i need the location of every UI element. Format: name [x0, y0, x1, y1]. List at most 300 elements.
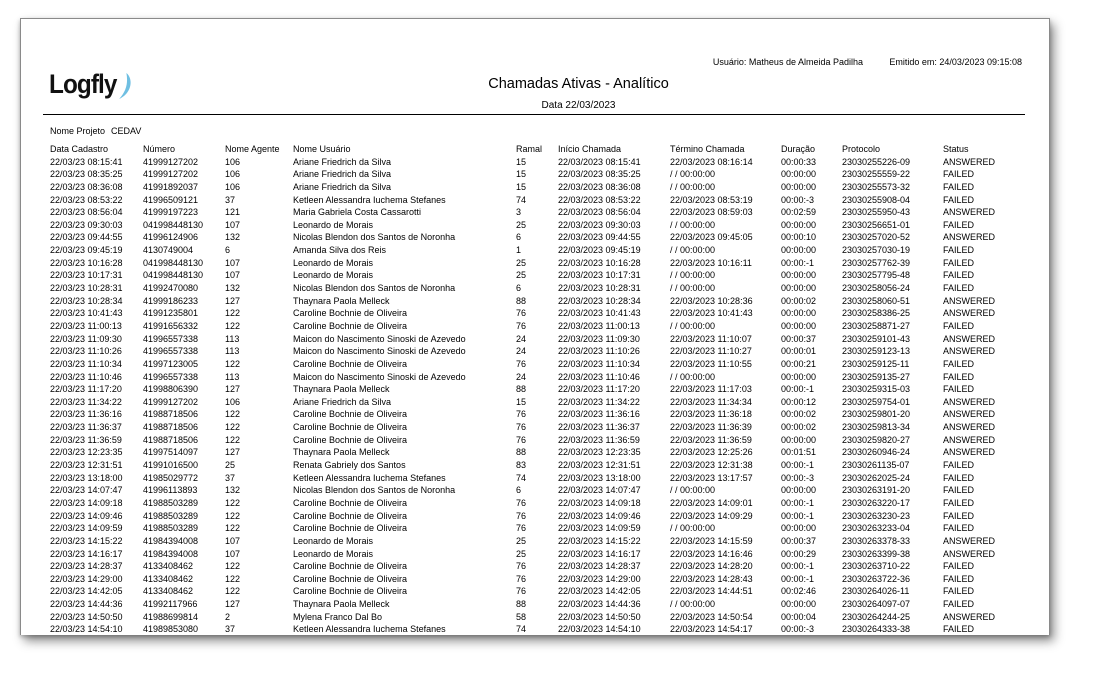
cell-status: ANSWERED	[943, 422, 996, 433]
cell-protocolo: 23030259125-11	[842, 358, 910, 369]
cell-termino-chamada: / / 00:00:00	[670, 181, 716, 192]
cell-ramal: 74	[516, 194, 527, 205]
cell-numero: 41991656332	[143, 320, 199, 331]
cell-numero: 41992117966	[143, 599, 198, 610]
cell-duracao: 00:00:02	[781, 295, 817, 306]
cell-date-cadastro: 22/03/23 12:23:35	[50, 447, 123, 458]
cell-nome-usuario: Maicon do Nascimento Sinoski de Azevedo	[293, 346, 466, 357]
cell-nome-usuario: Caroline Bochnie de Oliveira	[293, 422, 408, 433]
cell-nome-usuario: Caroline Bochnie de Oliveira	[293, 434, 408, 445]
cell-date-cadastro: 22/03/23 08:35:25	[50, 169, 123, 180]
cell-protocolo: 23030264097-07	[842, 599, 911, 610]
cell-status: FAILED	[943, 624, 975, 635]
cell-duracao: 00:00:00	[781, 219, 817, 230]
cell-nome-agente: 106	[225, 156, 241, 167]
cell-ramal: 15	[516, 169, 527, 180]
cell-nome-agente: 127	[225, 447, 241, 458]
cell-duracao: 00:00:04	[781, 611, 817, 622]
cell-nome-agente: 122	[225, 422, 241, 433]
cell-status: FAILED	[943, 169, 975, 180]
cell-nome-usuario: Leonardo de Morais	[293, 219, 374, 230]
cell-numero: 41992470080	[143, 283, 199, 294]
cell-nome-usuario: Maicon do Nascimento Sinoski de Azevedo	[293, 371, 466, 382]
cell-date-cadastro: 22/03/23 10:17:31	[50, 270, 123, 281]
cell-status: ANSWERED	[943, 295, 996, 306]
cell-protocolo: 23030255226-09	[842, 156, 911, 167]
cell-inicio-chamada: 22/03/2023 14:42:05	[558, 586, 641, 597]
cell-duracao: 00:00:-3	[781, 624, 815, 635]
cell-duracao: 00:00:10	[781, 232, 817, 243]
cell-protocolo: 23030259315-03	[842, 384, 911, 395]
cell-date-cadastro: 22/03/23 11:34:22	[50, 396, 122, 407]
cell-status: ANSWERED	[943, 308, 996, 319]
cell-numero: 41997514097	[143, 447, 199, 458]
cell-nome-agente: 2	[225, 611, 231, 622]
header-numero: Número	[143, 144, 176, 154]
cell-status: ANSWERED	[943, 434, 996, 445]
cell-date-cadastro: 22/03/23 14:44:36	[50, 599, 123, 610]
cell-inicio-chamada: 22/03/2023 11:34:22	[558, 396, 640, 407]
cell-inicio-chamada: 22/03/2023 10:41:43	[558, 308, 641, 319]
cell-duracao: 00:01:51	[781, 447, 817, 458]
cell-ramal: 76	[516, 497, 527, 508]
cell-nome-agente: 127	[225, 599, 241, 610]
header-inicio-chamada: Início Chamada	[558, 144, 622, 154]
cell-date-cadastro: 22/03/23 08:36:08	[50, 181, 123, 192]
cell-protocolo: 23030264333-38	[842, 624, 911, 635]
cell-nome-agente: 121	[225, 207, 241, 218]
cell-duracao: 00:00:00	[781, 599, 817, 610]
cell-ramal: 58	[516, 611, 527, 622]
cell-termino-chamada: 22/03/2023 10:28:36	[670, 295, 753, 306]
cell-inicio-chamada: 22/03/2023 14:16:17	[558, 548, 641, 559]
header-duracao: Duração	[781, 144, 816, 154]
cell-ramal: 15	[516, 181, 527, 192]
cell-nome-agente: 122	[225, 510, 241, 521]
cell-status: FAILED	[943, 257, 975, 268]
cell-protocolo: 23030263230-23	[842, 510, 911, 521]
cell-status: FAILED	[943, 219, 975, 230]
cell-termino-chamada: / / 00:00:00	[670, 169, 716, 180]
cell-status: FAILED	[943, 320, 975, 331]
cell-inicio-chamada: 22/03/2023 09:30:03	[558, 219, 641, 230]
cell-date-cadastro: 22/03/23 11:36:16	[50, 409, 122, 420]
cell-ramal: 24	[516, 333, 527, 344]
cell-nome-agente: 122	[225, 561, 241, 572]
cell-termino-chamada: 22/03/2023 14:09:01	[670, 497, 753, 508]
cell-ramal: 24	[516, 371, 527, 382]
cell-date-cadastro: 22/03/23 11:36:59	[50, 434, 122, 445]
cell-nome-agente: 127	[225, 295, 241, 306]
cell-termino-chamada: / / 00:00:00	[670, 599, 716, 610]
cell-nome-agente: 25	[225, 460, 236, 471]
cell-inicio-chamada: 22/03/2023 11:36:16	[558, 409, 640, 420]
cell-inicio-chamada: 22/03/2023 13:18:00	[558, 472, 641, 483]
cell-status: ANSWERED	[943, 156, 996, 167]
cell-ramal: 25	[516, 548, 527, 559]
cell-ramal: 3	[516, 207, 522, 218]
cell-inicio-chamada: 22/03/2023 12:31:51	[558, 460, 641, 471]
cell-nome-agente: 6	[225, 245, 231, 256]
cell-nome-agente: 122	[225, 434, 241, 445]
cell-nome-usuario: Thaynara Paola Melleck	[293, 295, 390, 306]
header-ramal: Ramal	[516, 144, 543, 154]
cell-numero: 41991235801	[143, 308, 199, 319]
cell-inicio-chamada: 22/03/2023 09:45:19	[558, 245, 641, 256]
cell-termino-chamada: 22/03/2023 08:16:14	[670, 156, 753, 167]
cell-date-cadastro: 22/03/23 14:09:46	[50, 510, 123, 521]
cell-nome-agente: 122	[225, 308, 241, 319]
cell-nome-usuario: Leonardo de Morais	[293, 548, 374, 559]
cell-duracao: 00:00:02	[781, 422, 817, 433]
cell-date-cadastro: 22/03/23 11:10:34	[50, 358, 122, 369]
cell-date-cadastro: 22/03/23 11:10:26	[50, 346, 122, 357]
cell-nome-usuario: Ketleen Alessandra Iuchema Stefanes	[293, 194, 446, 205]
cell-nome-usuario: Caroline Bochnie de Oliveira	[293, 358, 408, 369]
cell-nome-usuario: Mylena Franco Dal Bo	[293, 611, 383, 622]
cell-ramal: 88	[516, 447, 527, 458]
cell-status: FAILED	[943, 497, 975, 508]
cell-nome-agente: 132	[225, 283, 241, 294]
cell-protocolo: 23030263220-17	[842, 497, 911, 508]
cell-termino-chamada: 22/03/2023 11:36:59	[670, 434, 752, 445]
cell-date-cadastro: 22/03/23 10:28:31	[50, 283, 123, 294]
cell-numero: 41984394008	[143, 535, 199, 546]
cell-ramal: 88	[516, 384, 527, 395]
cell-ramal: 76	[516, 573, 527, 584]
cell-nome-agente: 122	[225, 497, 241, 508]
cell-duracao: 00:00:33	[781, 156, 817, 167]
cell-ramal: 24	[516, 346, 527, 357]
cell-duracao: 00:00:00	[781, 169, 817, 180]
cell-duracao: 00:00:-3	[781, 472, 815, 483]
cell-nome-agente: 132	[225, 485, 241, 496]
cell-date-cadastro: 22/03/23 14:16:17	[50, 548, 123, 559]
cell-nome-agente: 107	[225, 535, 241, 546]
cell-date-cadastro: 22/03/23 08:53:22	[50, 194, 123, 205]
cell-nome-usuario: Caroline Bochnie de Oliveira	[293, 586, 408, 597]
cell-status: ANSWERED	[943, 333, 996, 344]
cell-termino-chamada: 22/03/2023 14:16:46	[670, 548, 753, 559]
cell-nome-agente: 113	[225, 346, 240, 357]
cell-duracao: 00:00:00	[781, 181, 817, 192]
cell-duracao: 00:00:01	[781, 346, 817, 357]
cell-ramal: 6	[516, 485, 522, 496]
cell-date-cadastro: 22/03/23 10:28:34	[50, 295, 123, 306]
user-label: Usuário: Matheus de Almeida Padilha	[712, 57, 863, 67]
cell-protocolo: 23030259754-01	[842, 396, 911, 407]
cell-nome-usuario: Ariane Friedrich da Silva	[293, 156, 392, 167]
cell-nome-agente: 106	[225, 169, 241, 180]
cell-numero: 41988718506	[143, 422, 199, 433]
cell-nome-usuario: Ariane Friedrich da Silva	[293, 169, 392, 180]
cell-termino-chamada: / / 00:00:00	[670, 371, 716, 382]
cell-duracao: 00:02:46	[781, 586, 817, 597]
cell-inicio-chamada: 22/03/2023 10:28:31	[558, 283, 641, 294]
cell-duracao: 00:00:00	[781, 283, 817, 294]
cell-duracao: 00:00:29	[781, 548, 817, 559]
cell-duracao: 00:02:59	[781, 207, 817, 218]
cell-status: FAILED	[943, 586, 975, 597]
cell-termino-chamada: 22/03/2023 11:17:03	[670, 384, 752, 395]
cell-numero: 41999186233	[143, 295, 199, 306]
cell-status: ANSWERED	[943, 346, 996, 357]
cell-numero: 4130749004	[143, 245, 194, 256]
cell-inicio-chamada: 22/03/2023 14:29:00	[558, 573, 641, 584]
cell-nome-agente: 106	[225, 181, 241, 192]
cell-nome-usuario: Ketleen Alessandra Iuchema Stefanes	[293, 624, 446, 635]
cell-nome-usuario: Leonardo de Morais	[293, 270, 374, 281]
project-value: CEDAV	[111, 126, 142, 136]
cell-ramal: 15	[516, 396, 527, 407]
cell-nome-agente: 122	[225, 320, 241, 331]
cell-ramal: 88	[516, 295, 527, 306]
cell-inicio-chamada: 22/03/2023 11:10:34	[558, 358, 640, 369]
cell-inicio-chamada: 22/03/2023 10:28:34	[558, 295, 641, 306]
cell-protocolo: 23030259101-43	[842, 333, 911, 344]
cell-numero: 41991892037	[143, 181, 199, 192]
cell-ramal: 74	[516, 624, 527, 635]
cell-nome-usuario: Nicolas Blendon dos Santos de Noronha	[293, 485, 456, 496]
cell-date-cadastro: 22/03/23 14:42:05	[50, 586, 123, 597]
cell-nome-usuario: Leonardo de Morais	[293, 257, 374, 268]
cell-protocolo: 23030257762-39	[842, 257, 911, 268]
cell-nome-usuario: Caroline Bochnie de Oliveira	[293, 573, 408, 584]
cell-inicio-chamada: 22/03/2023 11:00:13	[558, 320, 640, 331]
cell-numero: 41999127202	[143, 396, 199, 407]
cell-nome-agente: 107	[225, 219, 241, 230]
header-termino-chamada: Término Chamada	[670, 144, 745, 154]
cell-date-cadastro: 22/03/23 11:10:46	[50, 371, 122, 382]
cell-nome-usuario: Maria Gabriela Costa Cassarotti	[293, 207, 422, 218]
cell-status: FAILED	[943, 485, 975, 496]
cell-inicio-chamada: 22/03/2023 11:17:20	[558, 384, 640, 395]
header-status: Status	[943, 144, 969, 154]
cell-date-cadastro: 22/03/23 10:16:28	[50, 257, 123, 268]
cell-ramal: 15	[516, 156, 527, 167]
cell-inicio-chamada: 22/03/2023 11:09:30	[558, 333, 640, 344]
cell-duracao: 00:00:00	[781, 308, 817, 319]
cell-date-cadastro: 22/03/23 14:09:18	[50, 497, 123, 508]
report-page	[20, 18, 1050, 635]
cell-numero: 41989853080	[143, 624, 199, 635]
cell-nome-agente: 113	[225, 371, 240, 382]
cell-nome-usuario: Caroline Bochnie de Oliveira	[293, 308, 408, 319]
cell-inicio-chamada: 22/03/2023 11:10:26	[558, 346, 640, 357]
cell-nome-usuario: Renata Gabriely dos Santos	[293, 460, 406, 471]
cell-nome-agente: 132	[225, 232, 241, 243]
cell-ramal: 76	[516, 358, 527, 369]
header-protocolo: Protocolo	[842, 144, 881, 154]
cell-inicio-chamada: 22/03/2023 10:16:28	[558, 257, 641, 268]
cell-protocolo: 23030258056-24	[842, 283, 911, 294]
cell-inicio-chamada: 22/03/2023 10:17:31	[558, 270, 641, 281]
cell-status: FAILED	[943, 358, 975, 369]
cell-protocolo: 23030256651-01	[842, 219, 911, 230]
cell-nome-usuario: Caroline Bochnie de Oliveira	[293, 497, 408, 508]
cell-termino-chamada: 22/03/2023 14:44:51	[670, 586, 753, 597]
cell-termino-chamada: 22/03/2023 12:25:26	[670, 447, 753, 458]
cell-duracao: 00:00:00	[781, 434, 817, 445]
cell-inicio-chamada: 22/03/2023 11:36:37	[558, 422, 640, 433]
cell-date-cadastro: 22/03/23 14:09:59	[50, 523, 123, 534]
logo-text: Logfly	[49, 69, 117, 99]
project-line	[50, 126, 147, 136]
cell-termino-chamada: 22/03/2023 11:10:55	[670, 358, 752, 369]
cell-inicio-chamada: 22/03/2023 08:56:04	[558, 207, 641, 218]
cell-inicio-chamada: 22/03/2023 14:09:18	[558, 497, 641, 508]
cell-termino-chamada: 22/03/2023 11:36:18	[670, 409, 752, 420]
project-label: Nome Projeto	[50, 126, 106, 136]
cell-status: ANSWERED	[943, 232, 996, 243]
cell-termino-chamada: / / 00:00:00	[670, 320, 716, 331]
cell-numero: 41999127202	[143, 169, 199, 180]
cell-numero: 041998448130	[143, 219, 204, 230]
cell-protocolo: 23030255908-04	[842, 194, 911, 205]
cell-protocolo: 23030255950-43	[842, 207, 911, 218]
cell-termino-chamada: / / 00:00:00	[670, 245, 716, 256]
cell-protocolo: 23030259820-27	[842, 434, 911, 445]
cell-ramal: 6	[516, 283, 522, 294]
cell-numero: 41996557338	[143, 371, 199, 382]
cell-date-cadastro: 22/03/23 12:31:51	[50, 460, 123, 471]
cell-protocolo: 23030262025-24	[842, 472, 911, 483]
cell-protocolo: 23030258060-51	[842, 295, 911, 306]
cell-termino-chamada: 22/03/2023 14:09:29	[670, 510, 753, 521]
cell-inicio-chamada: 22/03/2023 09:44:55	[558, 232, 641, 243]
cell-numero: 41996509121	[143, 194, 199, 205]
cell-duracao: 00:00:00	[781, 245, 817, 256]
cell-nome-usuario: Leonardo de Morais	[293, 535, 374, 546]
cell-inicio-chamada: 22/03/2023 14:54:10	[558, 624, 641, 635]
cell-date-cadastro: 22/03/23 10:41:43	[50, 308, 123, 319]
cell-nome-agente: 122	[225, 409, 241, 420]
cell-protocolo: 23030257020-52	[842, 232, 911, 243]
cell-termino-chamada: 22/03/2023 09:45:05	[670, 232, 753, 243]
cell-nome-agente: 37	[225, 472, 236, 483]
cell-duracao: 00:00:00	[781, 371, 817, 382]
cell-protocolo: 23030260946-24	[842, 447, 911, 458]
cell-termino-chamada: 22/03/2023 11:36:39	[670, 422, 752, 433]
cell-date-cadastro: 22/03/23 14:28:37	[50, 561, 123, 572]
cell-duracao: 00:00:37	[781, 333, 817, 344]
cell-inicio-chamada: 22/03/2023 14:09:59	[558, 523, 641, 534]
cell-termino-chamada: 22/03/2023 14:50:54	[670, 611, 753, 622]
cell-numero: 41996124906	[143, 232, 199, 243]
cell-numero: 41997123005	[143, 358, 199, 369]
cell-ramal: 76	[516, 510, 527, 521]
cell-nome-agente: 37	[225, 194, 236, 205]
cell-ramal: 76	[516, 586, 527, 597]
cell-date-cadastro: 22/03/23 14:54:10	[50, 624, 123, 635]
cell-status: FAILED	[943, 270, 975, 281]
cell-termino-chamada: / / 00:00:00	[670, 523, 716, 534]
cell-inicio-chamada: 22/03/2023 08:15:41	[558, 156, 641, 167]
cell-duracao: 00:00:-1	[781, 460, 815, 471]
cell-date-cadastro: 22/03/23 14:50:50	[50, 611, 123, 622]
header-divider	[43, 114, 1025, 115]
cell-protocolo: 23030255573-32	[842, 181, 911, 192]
cell-date-cadastro: 22/03/23 11:00:13	[50, 320, 122, 331]
cell-duracao: 00:00:-1	[781, 510, 815, 521]
cell-termino-chamada: 22/03/2023 11:10:27	[670, 346, 752, 357]
cell-numero: 41991016500	[143, 460, 199, 471]
cell-termino-chamada: 22/03/2023 14:15:59	[670, 535, 753, 546]
cell-inicio-chamada: 22/03/2023 08:36:08	[558, 181, 641, 192]
cell-protocolo: 23030258871-27	[842, 320, 911, 331]
cell-protocolo: 23030263399-38	[842, 548, 911, 559]
cell-nome-usuario: Caroline Bochnie de Oliveira	[293, 561, 408, 572]
cell-status: FAILED	[943, 181, 975, 192]
cell-nome-usuario: Nicolas Blendon dos Santos de Noronha	[293, 283, 456, 294]
cell-status: ANSWERED	[943, 611, 996, 622]
cell-inicio-chamada: 22/03/2023 11:10:46	[558, 371, 640, 382]
cell-duracao: 00:00:-1	[781, 497, 815, 508]
cell-ramal: 83	[516, 460, 527, 471]
cell-numero: 41985029772	[143, 472, 199, 483]
cell-nome-agente: 113	[225, 333, 240, 344]
cell-numero: 4133408462	[143, 573, 194, 584]
cell-duracao: 00:00:00	[781, 523, 817, 534]
cell-termino-chamada: 22/03/2023 10:41:43	[670, 308, 753, 319]
cell-status: ANSWERED	[943, 548, 996, 559]
cell-nome-agente: 107	[225, 270, 241, 281]
cell-nome-usuario: Ariane Friedrich da Silva	[293, 396, 392, 407]
cell-nome-usuario: Amanda Silva dos Reis	[293, 245, 387, 256]
cell-nome-agente: 37	[225, 624, 236, 635]
cell-nome-agente: 107	[225, 548, 241, 559]
cell-protocolo: 23030258386-25	[842, 308, 911, 319]
cell-duracao: 00:00:-3	[781, 194, 815, 205]
cell-numero: 41988699814	[143, 611, 199, 622]
emitted-timestamp: Emitido em: 24/03/2023 09:15:08	[889, 57, 1022, 67]
cell-nome-agente: 122	[225, 586, 241, 597]
cell-numero: 41998806390	[143, 384, 199, 395]
cell-status: FAILED	[943, 510, 975, 521]
report-date: Data 22/03/2023	[541, 100, 616, 111]
cell-numero: 41996557338	[143, 346, 199, 357]
cell-nome-usuario: Caroline Bochnie de Oliveira	[293, 320, 408, 331]
cell-nome-agente: 122	[225, 573, 241, 584]
cell-protocolo: 23030259123-13	[842, 346, 911, 357]
cell-ramal: 76	[516, 434, 527, 445]
cell-status: FAILED	[943, 523, 975, 534]
cell-inicio-chamada: 22/03/2023 14:50:50	[558, 611, 641, 622]
cell-date-cadastro: 22/03/23 09:30:03	[50, 219, 123, 230]
cell-termino-chamada: 22/03/2023 11:34:34	[670, 396, 752, 407]
cell-status: ANSWERED	[943, 396, 996, 407]
cell-ramal: 76	[516, 561, 527, 572]
cell-ramal: 74	[516, 472, 527, 483]
cell-numero: 41996113893	[143, 485, 198, 496]
cell-nome-agente: 107	[225, 257, 241, 268]
cell-nome-usuario: Ariane Friedrich da Silva	[293, 181, 392, 192]
cell-inicio-chamada: 22/03/2023 12:23:35	[558, 447, 641, 458]
cell-status: FAILED	[943, 460, 975, 471]
cell-numero: 4133408462	[143, 561, 194, 572]
cell-numero: 41988503289	[143, 523, 199, 534]
cell-numero: 041998448130	[143, 257, 204, 268]
cell-protocolo: 23030257795-48	[842, 270, 911, 281]
cell-ramal: 25	[516, 219, 527, 230]
header-nome-usuario: Nome Usuário	[293, 144, 351, 154]
cell-protocolo: 23030263378-33	[842, 535, 911, 546]
cell-ramal: 6	[516, 232, 522, 243]
cell-inicio-chamada: 22/03/2023 08:35:25	[558, 169, 641, 180]
cell-date-cadastro: 22/03/23 14:07:47	[50, 485, 123, 496]
cell-date-cadastro: 22/03/23 08:15:41	[50, 156, 123, 167]
cell-numero: 41984394008	[143, 548, 199, 559]
